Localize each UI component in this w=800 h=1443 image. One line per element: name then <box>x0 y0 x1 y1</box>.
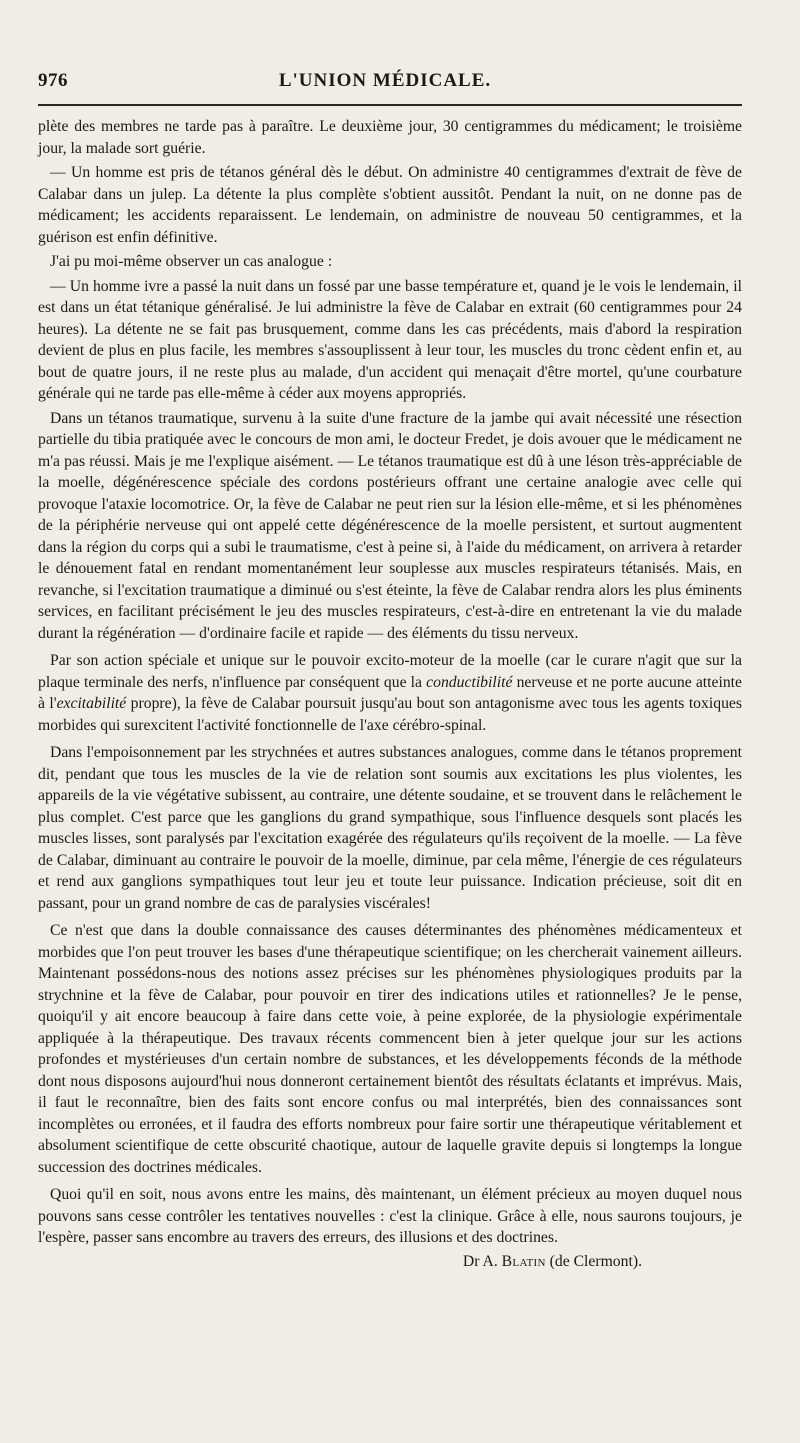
paragraph-drunk-man-case: — Un homme ivre a passé la nuit dans un fossé par une basse température et, quand je le vois le lendemain, il est dans un état tétanique généralisé. Je lui administre la fève de Calabar en extrait (60 centigrammes pour 24 heures). La détente ne se fait pas brusquement, comme dans les cas précédents, mais d'abord la respiration devient de plus en plus facile, les membres s'assouplissent à leur tour, les muscles du tronc cèdent enfin et, au bout de quatre jours, il ne reste plus au malade, d'un accident qui menaçait d'être mortel, qu'une courbature générale qui ne tarde pas elle-même à céder aux moyens appropriés. <box>38 277 742 402</box>
emphasis-excitabilite: excitabilité <box>56 695 127 712</box>
paragraph-clinic: Quoi qu'il en soit, nous avons entre les mains, dès maintenant, un élément précieux au moyen duquel nous pouvons sans cesse contrôler les tentatives nouvelles : c'est la clinique. Grâce à elle, nous saurons toujours, je l'espère, passer sans encombre au travers des erreurs, des illusions et des doctrines. <box>38 1186 742 1246</box>
paragraph-strychnine-poisoning: Dans l'empoisonnement par les strychnées et autres substances analogues, comme dans le tétanos proprement dit, pendant que tous les muscles de la vie de relation sont soumis aux excitations les plus violentes, les appareils de la vie végétative subissent, au contraire, une détente soudaine, et se trouvent dans le relâchement le plus complet. C'est parce que les ganglions du grand sympathique, sous l'influence desquels sont placés les muscles lisses, sont paralysés par l'excitation exagérée des régulateurs qu'ils reçoivent de la moelle. — La fève de Calabar, diminuant au contraire le pouvoir de la moelle, diminue, par cela même, l'énergie de ces régulateurs et rend aux ganglions sympathiques tout leur jeu et toute leur puissance. Indication précieuse, soit dit en passant, pour un grand nombre de cas de paralysies viscérales! <box>38 744 742 912</box>
signature-suffix: (de Clermont). <box>545 1252 642 1270</box>
paragraph-text: nerveuse et ne porte aucune atteinte à l' <box>38 673 742 712</box>
emphasis-conductibilite: conductibilité <box>426 673 513 691</box>
page-header <box>38 70 742 106</box>
paragraph-own-observation: J'ai pu moi-même observer un cas analogue : <box>50 253 333 270</box>
paragraph-text: Par son action spéciale et unique sur le pouvoir excito-moteur de la moelle (car le curare n'agit que sur la plaque terminale des nerfs, n'influence par conséquent que la <box>38 652 742 691</box>
signature-name: Blatin <box>501 1252 546 1270</box>
paragraph-excito-motor-action <box>38 650 742 736</box>
page-number: 976 <box>38 70 68 91</box>
paragraph-traumatic-tetanus: Dans un tétanos traumatique, survenu à la suite d'une fracture de la jambe qui avait nécessité une résection partielle du tibia pratiquée avec le concours de mon ami, le docteur Fredet, je dois avouer que le médicament ne m'a pas réussi. Mais je me l'explique aisément. — Le tétanos traumatique est dû à une léson très-appréciable de la moelle, dégénérescence spéciale des cordons postérieurs offrant une certaine analogie avec celle qui provoque l'ataxie locomotrice. Or, la fève de Calabar ne peut rien sur la lésion elle-même, et si les phénomènes de la périphérie nerveuse qui ont appelé cette dégénérescence de la moelle persistent, et surtout augmentent dans la région du corps qui a subi le traumatisme, c'est à peine si, à l'aide du médicament, on arrivera à retarder le dénouement fatal en rendant momentanément leur souplesse aux muscles respirateurs tétanisés. Mais, en revanche, si l'excitation traumatique a diminué ou s'est éteinte, la fève de Calabar rendra alors les plus éminents services, en facilitant précisément le jeu des muscles respirateurs, c'est-à-dire en entretenant la vie du malade durant la régénération — d'ordinaire facile et rapide — des éléments du tissu nerveux. <box>38 409 742 642</box>
paragraph-therapeutics: Ce n'est que dans la double connaissance des causes déterminantes des phénomènes médicamenteux et morbides que l'on peut trouver les bases d'une thérapeutique scientifique; on les chercherait vainement ailleurs. Maintenant possédons-nous des notions assez précises sur les phénomènes physiologiques produits par la strychnine et la fève de Calabar, pour pouvoir en tirer des indications utiles et rationnelles? Je le pense, quoiqu'il y ait encore beaucoup à faire dans cette voie, à peine explorée, de la physiologie expérimentale appliquée à la thérapeutique. Des travaux récents commencent bien à jeter quelque jour sur les actions profondes et mystérieuses d'un certain nombre de substances, et les développements féconds de la méthode dont nous disposons aujourd'hui nous donneront certainement bientôt des résultats éclatants et imprévus. Mais, il faut le reconnaître, bien des faits sont encore confus ou mal interprétés, bien des connaissances sont incomplètes ou erronées, et il faudra des efforts nombreux pour faire sortir une thérapeutique véritablement et absolument scientifique de cette obscurité chaotique, autour de laquelle gravite depuis si longtemps la longue succession des doctrines médicales. <box>38 922 742 1176</box>
paragraph-continuation: plète des membres ne tarde pas à paraître. Le deuxième jour, 30 centigrammes du médicament; le troisième jour, la malade sort guérie. <box>38 118 742 157</box>
paragraph-text: propre), la fève de Calabar poursuit jusqu'au bout son antagonisme avec tous les agents toxiques morbides qui surexcitent l'activité fonctionnelle de l'axe cérébro-spinal. <box>38 695 742 734</box>
paragraph-case-tetanus-general: — Un homme est pris de tétanos général dès le début. On administre 40 centigrammes d'extrait de fève de Calabar dans un julep. La détente la plus complète s'obtient aussitôt. Pendant la nuit, on ne donne pas de médicament; les accidents reparaissent. Le lendemain, on administre de nouveau 50 centigrammes, et la guérison est enfin définitive. <box>38 164 742 246</box>
author-signature <box>38 1253 742 1271</box>
signature-prefix: Dr A. <box>462 1252 502 1270</box>
article-body <box>38 116 742 1249</box>
running-title: L'UNION MÉDICALE. <box>278 70 492 91</box>
